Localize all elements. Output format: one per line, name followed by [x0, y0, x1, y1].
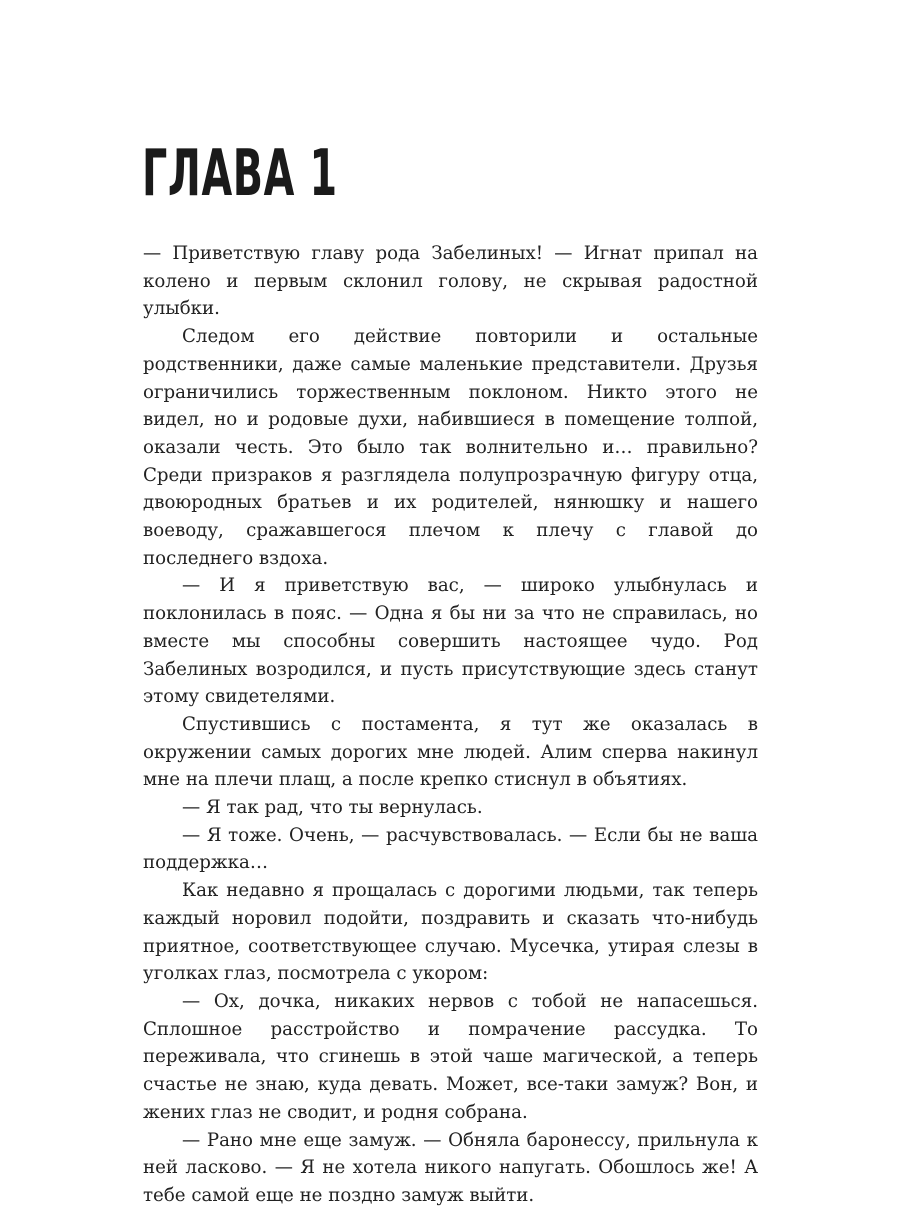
paragraph: Спустившись с постамента, я тут же оказалась в окружении самых дорогих мне людей. Алим сперва накинул мне на плечи плащ, а после крепко стиснул в объятиях.	[143, 713, 758, 791]
paragraph: — И я приветствую вас, — широко улыбнулась и поклонилась в пояс. — Одна я бы ни за что не справилась, но вместе мы способны совершить настоящее чудо. Род Забелиных возродился, и пусть присутствующие здесь станут этому свидетелями.	[143, 575, 758, 708]
paragraph: Следом его действие повторили и остальные родственники, даже самые маленькие представители. Друзья ограничились торжественным поклоном. Никто этого не видел, но и родовые духи, набившиеся в помещение толпой, оказали честь. Это было так волнительно и… правильно? Среди призраков я разглядела полупрозрачную фигуру отца, двоюродных братьев и их родителей, нянюшку и нашего воеводу, сражавшегося плечом к плечу с главой до последнего вздоха.	[143, 326, 758, 569]
paragraph: — Приветствую главу рода Забелиных! — Игнат припал на колено и первым склонил голову, не скрывая радостной улыбки.	[143, 243, 758, 320]
paragraph: — Я так рад, что ты вернулась.	[182, 797, 483, 819]
chapter-body	[143, 240, 758, 1210]
chapter-title: ГЛАВА 1	[142, 137, 338, 211]
paragraph: — Я тоже. Очень, — расчувствовалась. — Если бы не ваша поддержка…	[143, 824, 758, 874]
paragraph: Как недавно я прощалась с дорогими людьми, так теперь каждый норовил подойти, поздравить и сказать что-нибудь приятное, соответствующее случаю. Мусечка, утирая слезы в уголках глаз, посмотрела с укором:	[143, 880, 758, 985]
paragraph: — Рано мне еще замуж. — Обняла баронессу, прильнула к ней ласково. — Я не хотела никого напугать. Обошлось же! А тебе самой еще не поздно замуж выйти.	[143, 1129, 758, 1206]
paragraph: — Ох, дочка, никаких нервов с тобой не напасешься. Сплошное расстройство и помрачение рассудка. То переживала, что сгинешь в этой чаше магической, а теперь счастье не знаю, куда девать. Может, все-таки замуж? Вон, и жених глаз не сводит, и родня собрана.	[143, 990, 758, 1123]
